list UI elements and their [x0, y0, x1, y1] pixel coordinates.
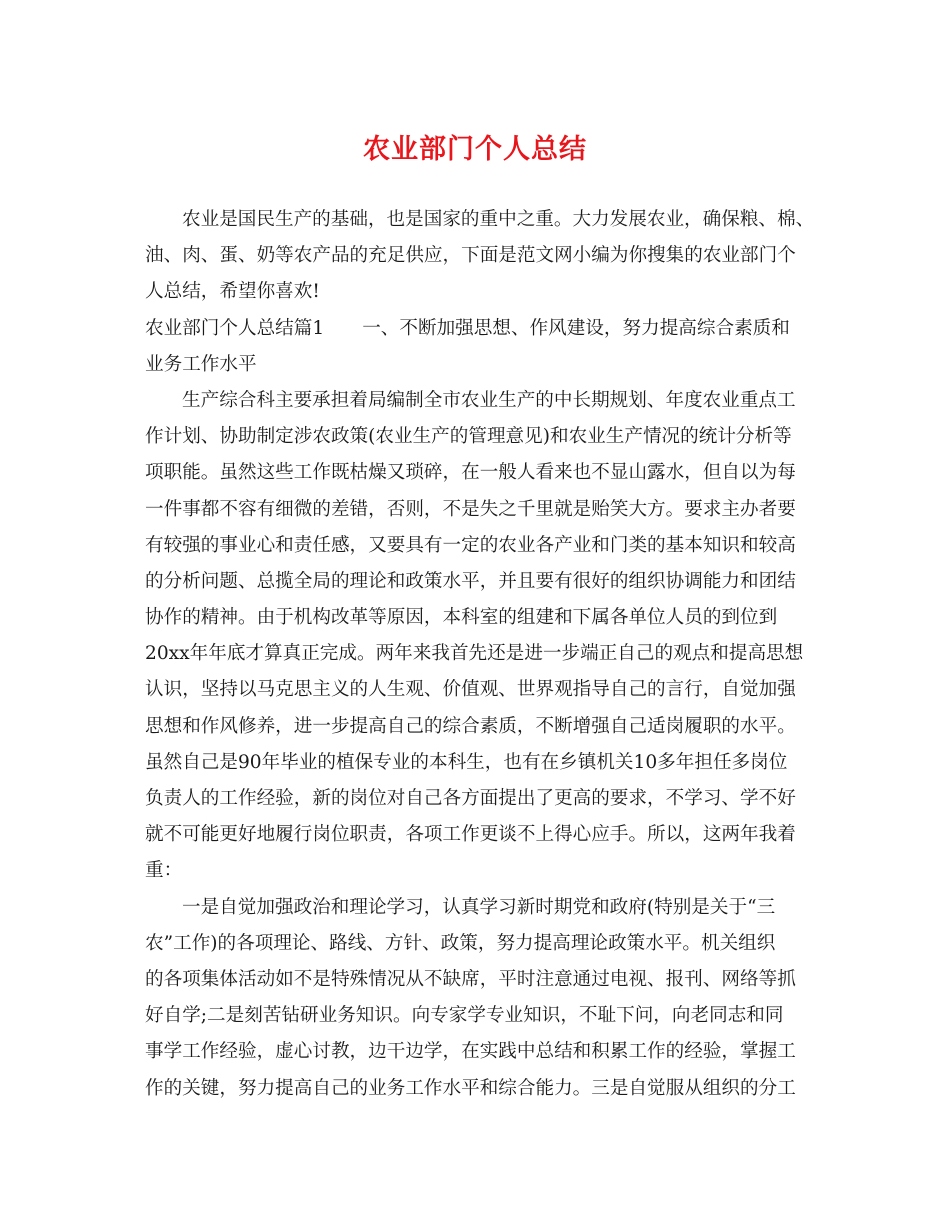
paragraph-line: 一是自觉加强政治和理论学习，认真学习新时期党和政府(特别是关于“三 — [182, 896, 776, 918]
paragraph-line: 油、肉、蛋、奶等农产品的充足供应，下面是范文网小编为你搜集的农业部门个 — [145, 245, 796, 267]
paragraph-line: 的各项集体活动如不是特殊情况从不缺席，平时注意通过电视、报刊、网络等抓 — [145, 968, 796, 990]
paragraph-line: 思想和作风修养，进一步提高自己的综合素质，不断增强自己适岗履职的水平。 — [145, 715, 796, 737]
paragraph-line: 项职能。虽然这些工作既枯燥又琐碎，在一般人看来也不显山露水，但自以为每 — [145, 462, 796, 484]
paragraph-line: 虽然自己是90年毕业的植保专业的本科生，也有在乡镇机关10多年担任多岗位 — [145, 751, 788, 773]
paragraph-line: 认识，坚持以马克思主义的人生观、价值观、世界观指导自己的言行，自觉加强 — [145, 679, 796, 701]
paragraph-line: 生产综合科主要承担着局编制全市农业生产的中长期规划、年度农业重点工 — [182, 389, 796, 411]
page-title: 农业部门个人总结 — [363, 134, 587, 165]
paragraph-line: 农”工作)的各项理论、路线、方针、政策，努力提高理论政策水平。机关组织 — [145, 932, 776, 954]
section-heading-line — [145, 311, 815, 347]
paragraph-line: 协作的精神。由于机构改革等原因，本科室的组建和下属各单位人员的到位到 — [145, 607, 778, 629]
paragraph-line: 作的关键，努力提高自己的业务工作水平和综合能力。三是自觉服从组织的分工 — [145, 1077, 796, 1099]
paragraph-line: 业务工作水平 — [145, 353, 257, 375]
paragraph-line: 的分析问题、总揽全局的理论和政策水平，并且要有很好的组织协调能力和团结 — [145, 570, 796, 592]
section-heading: 农业部门个人总结篇1 — [145, 317, 325, 339]
paragraph-line: 有较强的事业心和责任感，又要具有一定的农业各产业和门类的基本知识和较高 — [145, 534, 796, 556]
paragraph-line: 事学工作经验，虚心讨教，边干边学，在实践中总结和积累工作的经验，掌握工 — [145, 1041, 796, 1063]
paragraph-line: 农业是国民生产的基础，也是国家的重中之重。大力发展农业，确保粮、棉、 — [182, 209, 815, 230]
document-body — [145, 202, 815, 1107]
paragraph-line: 负责人的工作经验，新的岗位对自己各方面提出了更高的要求，不学习、学不好 — [145, 788, 796, 809]
section-point: 一、不断加强思想、作风建设，努力提高综合素质和 — [362, 317, 790, 339]
paragraph-line: 人总结，希望你喜欢! — [145, 281, 320, 303]
paragraph-line: 作计划、协助制定涉农政策(农业生产的管理意见)和农业生产情况的统计分析等 — [145, 426, 792, 448]
paragraph-line: 好自学;二是刻苦钻研业务知识。向专家学专业知识，不耻下问，向老同志和同 — [145, 1005, 784, 1027]
paragraph-line: 就不可能更好地履行岗位职责，各项工作更谈不上得心应手。所以，这两年我着 — [145, 824, 796, 846]
paragraph-line: 20xx年年底才算真正完成。两年来我首先还是进一步端正自己的观点和提高思想 — [145, 643, 804, 665]
paragraph-line: 一件事都不容有细微的差错，否则，不是失之千里就是贻笑大方。要求主办者要 — [145, 498, 796, 520]
paragraph-line: 重： — [145, 860, 183, 882]
